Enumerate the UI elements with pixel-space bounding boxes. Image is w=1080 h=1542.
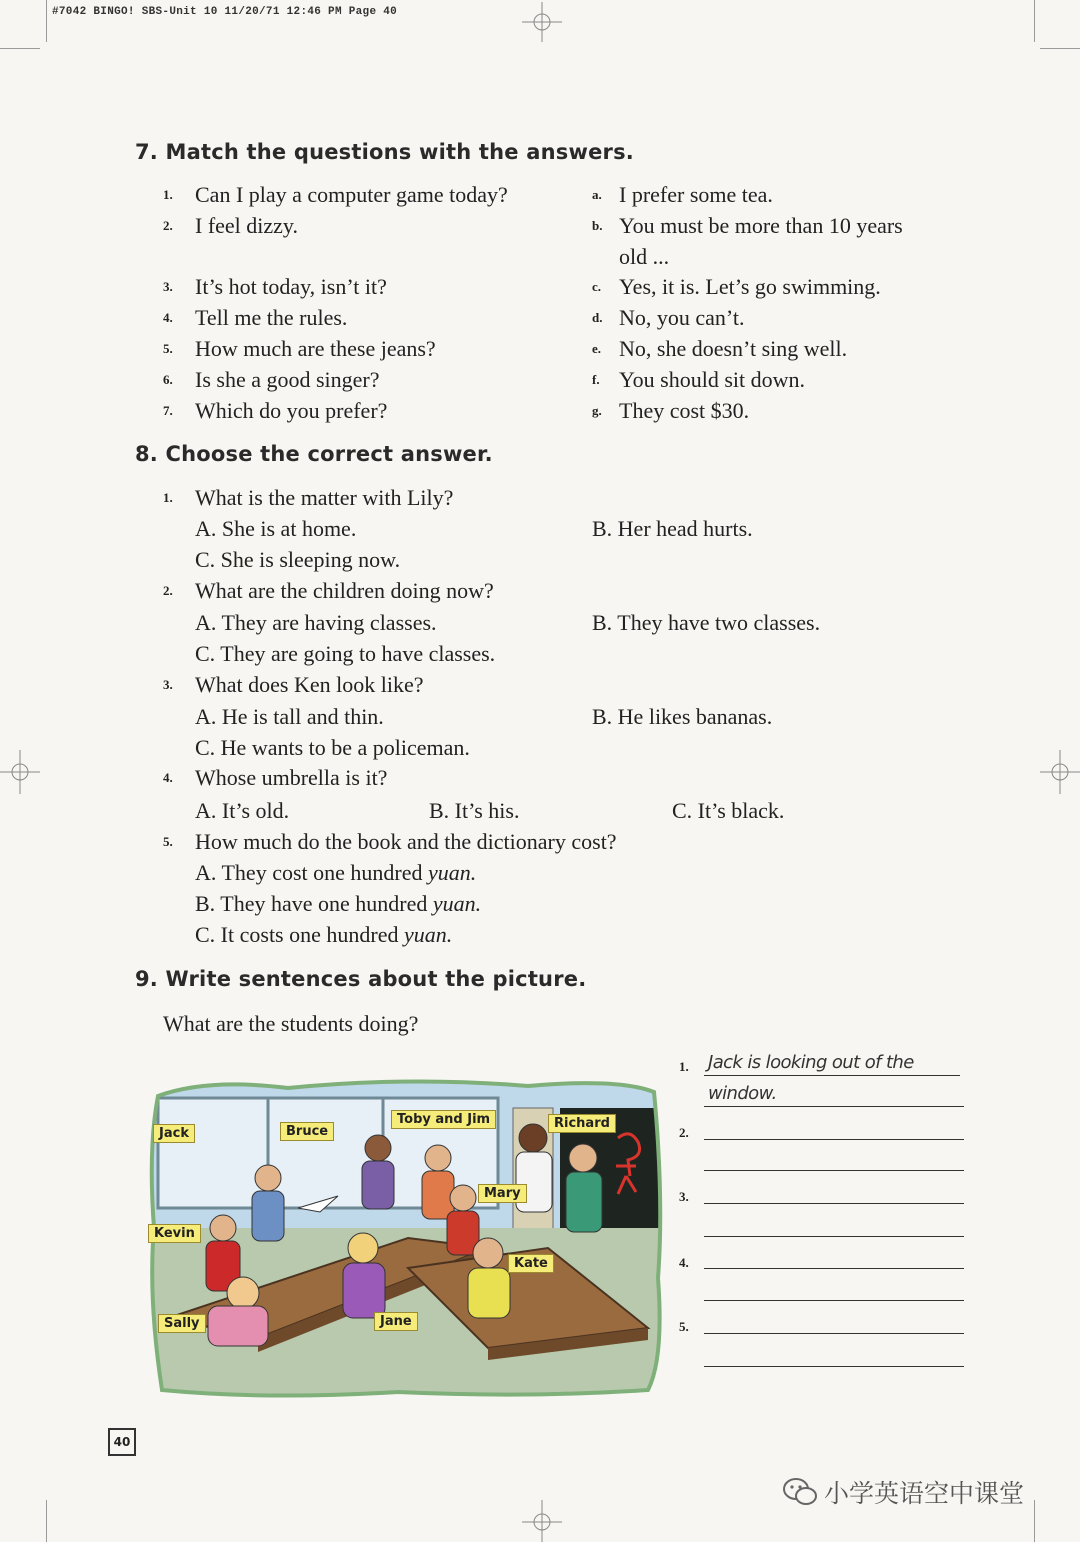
option-c-text: C. It costs one hundred <box>195 922 399 947</box>
question-number: 6. <box>163 372 173 387</box>
option-c: C. They are going to have classes. <box>195 641 496 666</box>
answer-letter: d. <box>592 310 603 325</box>
writing-line[interactable] <box>704 1268 964 1269</box>
question-text: Is she a good singer? <box>195 367 380 392</box>
writing-line[interactable] <box>704 1203 964 1204</box>
answer-text: They cost $30. <box>619 398 750 423</box>
answer-text: Yes, it is. Let’s go swimming. <box>619 274 881 299</box>
answer-letter: g. <box>592 403 602 418</box>
exercise-9-prompt: What are the students doing? <box>163 1011 419 1036</box>
crop-mark <box>46 1500 47 1542</box>
picture-label-jack: Jack <box>153 1124 195 1143</box>
print-slug: #7042 BINGO! SBS-Unit 10 11/20/71 12:46 PM Page 40 <box>52 6 398 18</box>
answer-text: I prefer some tea. <box>619 182 773 207</box>
option-b <box>195 889 481 919</box>
item-number: 3. <box>163 677 173 692</box>
writing-line[interactable] <box>704 1106 964 1107</box>
crop-mark <box>1034 1500 1035 1542</box>
item-question: What does Ken look like? <box>195 672 424 697</box>
answer-text: You should sit down. <box>619 367 806 392</box>
handwritten-answer-line-1: Jack is looking out of the <box>708 1052 914 1073</box>
crop-mark <box>46 0 47 42</box>
question-text: I feel dizzy. <box>195 213 299 238</box>
page-number: 40 <box>108 1428 136 1456</box>
item-number: 2. <box>163 583 173 598</box>
question-text: Tell me the rules. <box>195 305 348 330</box>
question-text: Which do you prefer? <box>195 398 388 423</box>
answer-letter: f. <box>592 372 600 387</box>
picture-label-kate: Kate <box>508 1254 554 1273</box>
option-a <box>195 858 476 888</box>
writing-line[interactable] <box>704 1366 964 1367</box>
writing-line[interactable] <box>704 1236 964 1237</box>
exercise-9-heading: 9. Write sentences about the picture. <box>135 967 587 991</box>
answer-letter: a. <box>592 187 602 202</box>
watermark-text: 小学英语空中课堂 <box>824 1479 1025 1508</box>
option-a: A. She is at home. <box>195 516 357 541</box>
answer-text: You must be more than 10 years <box>619 213 903 238</box>
crop-mark <box>1040 48 1080 49</box>
answer-text: No, you can’t. <box>619 305 745 330</box>
question-text: Can I play a computer game today? <box>195 182 508 207</box>
exercise-7-heading: 7. Match the questions with the answers. <box>135 140 634 164</box>
unit-word: yuan. <box>403 922 453 947</box>
picture-label-kevin: Kevin <box>148 1224 201 1243</box>
option-c: C. He wants to be a policeman. <box>195 735 470 760</box>
option-b: B. Her head hurts. <box>592 516 753 541</box>
line-number: 3. <box>679 1189 689 1204</box>
option-b: B. He likes bananas. <box>592 704 773 729</box>
picture-label-richard: Richard <box>548 1114 616 1133</box>
item-question: Whose umbrella is it? <box>195 765 388 790</box>
answer-letter: c. <box>592 279 602 294</box>
picture-label-toby-and-jim: Toby and Jim <box>391 1110 496 1129</box>
item-question: How much do the book and the dictionary cost? <box>195 829 617 854</box>
line-number: 2. <box>679 1125 689 1140</box>
picture-label-jane: Jane <box>374 1312 418 1331</box>
option-c: C. It’s black. <box>672 798 785 823</box>
exercise-8-heading: 8. Choose the correct answer. <box>135 442 493 466</box>
question-number: 2. <box>163 218 173 233</box>
option-b-text: B. They have one hundred <box>195 891 428 916</box>
picture-label-bruce: Bruce <box>280 1122 334 1141</box>
question-number: 7. <box>163 403 173 418</box>
answer-text: old ... <box>619 244 670 269</box>
option-b: B. They have two classes. <box>592 610 821 635</box>
unit-word: yuan. <box>428 860 477 885</box>
writing-line[interactable] <box>704 1170 964 1171</box>
question-number: 4. <box>163 310 173 325</box>
question-text: It’s hot today, isn’t it? <box>195 274 387 299</box>
option-c <box>195 920 452 950</box>
option-a: A. It’s old. <box>195 798 290 823</box>
question-text: How much are these jeans? <box>195 336 436 361</box>
picture-label-sally: Sally <box>158 1314 206 1333</box>
question-number: 5. <box>163 341 173 356</box>
item-number: 4. <box>163 770 173 785</box>
question-number: 3. <box>163 279 173 294</box>
option-a: A. They are having classes. <box>195 610 437 635</box>
line-number: 5. <box>679 1319 689 1334</box>
line-number: 1. <box>679 1059 689 1074</box>
writing-line[interactable] <box>704 1333 964 1334</box>
option-b: B. It’s his. <box>429 798 520 823</box>
item-number: 1. <box>163 490 173 505</box>
option-a-text: A. They cost one hundred <box>195 860 423 885</box>
item-question: What are the children doing now? <box>195 578 494 603</box>
question-number: 1. <box>163 187 173 202</box>
registration-mark <box>520 2 564 42</box>
option-c: C. She is sleeping now. <box>195 547 401 572</box>
answer-text: No, she doesn’t sing well. <box>619 336 848 361</box>
writing-line[interactable] <box>704 1300 964 1301</box>
answer-letter: e. <box>592 341 602 356</box>
watermark <box>782 1474 1024 1510</box>
line-number: 4. <box>679 1255 689 1270</box>
crop-mark <box>0 48 40 49</box>
writing-line[interactable] <box>704 1139 964 1140</box>
wechat-icon <box>782 1477 818 1507</box>
classroom-illustration <box>148 1078 664 1398</box>
answer-letter: b. <box>592 218 603 233</box>
unit-word: yuan. <box>432 891 482 916</box>
writing-line[interactable] <box>704 1075 960 1076</box>
item-number: 5. <box>163 834 173 849</box>
registration-mark <box>520 1500 564 1542</box>
picture-label-mary: Mary <box>478 1184 527 1203</box>
item-question: What is the matter with Lily? <box>195 485 454 510</box>
option-a: A. He is tall and thin. <box>195 704 384 729</box>
handwritten-answer-line-2: window. <box>708 1083 777 1104</box>
crop-mark <box>1034 0 1035 42</box>
registration-mark <box>1040 750 1080 794</box>
registration-mark <box>0 750 40 794</box>
